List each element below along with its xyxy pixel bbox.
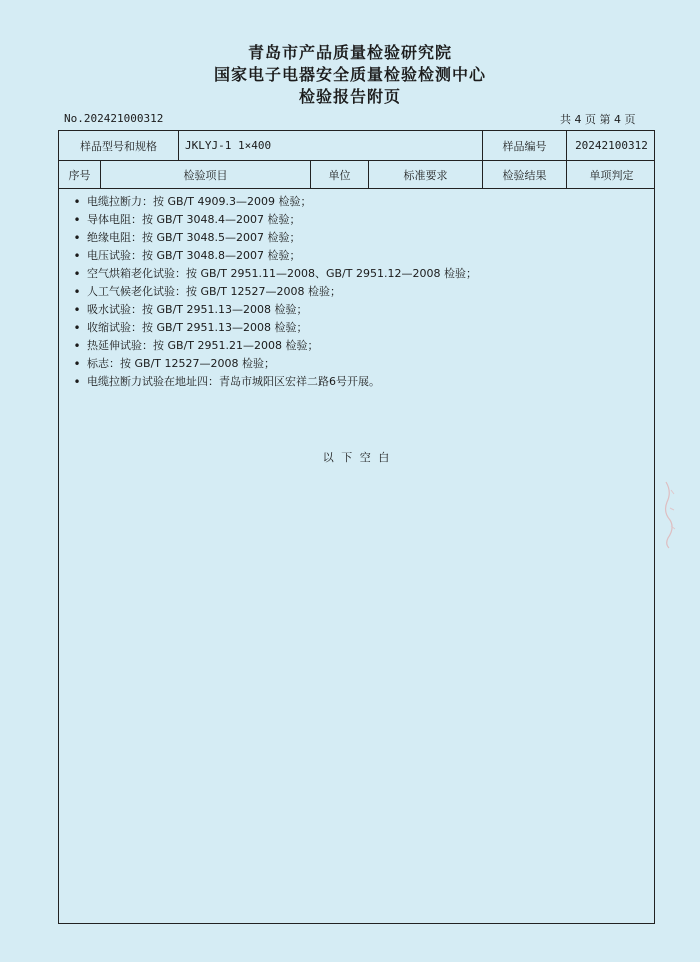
list-item: [67, 247, 647, 265]
column-standard: 标准要求: [369, 161, 483, 188]
report-table: [58, 130, 655, 924]
list-item: [67, 301, 647, 319]
list-item-text: 电缆拉断力：按 GB/T 4909.3—2009 检验；: [87, 195, 312, 208]
model-value: JKLYJ-1 1×400: [179, 131, 483, 160]
report-title-block: [0, 42, 700, 108]
bullet-icon: •: [73, 285, 81, 299]
sample-number-label: 样品编号: [483, 131, 567, 160]
model-label: 样品型号和规格: [59, 131, 179, 160]
list-item-text: 电压试验：按 GB/T 3048.8—2007 检验；: [87, 249, 301, 262]
column-seq: 序号: [59, 161, 101, 188]
list-item: [67, 319, 647, 337]
list-item: [67, 229, 647, 247]
list-item-text: 导体电阻：按 GB/T 3048.4—2007 检验；: [87, 213, 301, 226]
bullet-icon: •: [73, 321, 81, 335]
list-item-text: 电缆拉断力试验在地址四：青岛市城阳区宏祥二路6号开展。: [87, 375, 380, 388]
page-count: 共 4 页 第 4 页: [560, 113, 636, 126]
bullet-icon: •: [73, 195, 81, 209]
list-item: [67, 211, 647, 229]
list-item: [67, 355, 647, 373]
seal-edge-mark: [662, 480, 678, 550]
list-item-text: 人工气候老化试验：按 GB/T 12527—2008 检验；: [87, 285, 341, 298]
bullet-icon: •: [73, 267, 81, 281]
column-header-row: [59, 161, 654, 189]
bullet-icon: •: [73, 231, 81, 245]
end-of-content-mark: 以 下 空 白: [322, 451, 392, 464]
sample-number-value: 20242100312: [575, 139, 648, 152]
list-item-text: 空气烘箱老化试验：按 GB/T 2951.11—2008、GB/T 2951.12—2008 检验；: [87, 267, 477, 280]
list-item: [67, 193, 647, 211]
column-result: 检验结果: [483, 161, 567, 188]
list-item: [67, 265, 647, 283]
bullet-icon: •: [73, 375, 81, 389]
bullet-icon: •: [73, 303, 81, 317]
list-item: [67, 283, 647, 301]
list-item-text: 热延伸试验：按 GB/T 2951.21—2008 检验；: [87, 339, 319, 352]
list-item: [67, 373, 647, 391]
sample-info-row: [59, 131, 654, 161]
list-item: [67, 337, 647, 355]
column-judgment: 单项判定: [589, 168, 634, 182]
institute-name: 青岛市产品质量检验研究院: [247, 43, 452, 62]
page-title: 检验报告附页: [298, 87, 401, 106]
bullet-icon: •: [73, 339, 81, 353]
bullet-icon: •: [73, 213, 81, 227]
report-number: No.202421000312: [64, 112, 164, 125]
center-name: 国家电子电器安全质量检验检测中心: [213, 65, 486, 84]
bullet-icon: •: [73, 357, 81, 371]
bullet-icon: •: [73, 249, 81, 263]
column-unit: 单位: [311, 161, 369, 188]
list-item-text: 吸水试验：按 GB/T 2951.13—2008 检验；: [87, 303, 308, 316]
list-item-text: 绝缘电阻：按 GB/T 3048.5—2007 检验；: [87, 231, 301, 244]
list-item-text: 收缩试验：按 GB/T 2951.13—2008 检验；: [87, 321, 308, 334]
column-item: 检验项目: [101, 161, 311, 188]
inspection-method-list: [67, 193, 647, 464]
list-item-text: 标志：按 GB/T 12527—2008 检验；: [87, 357, 275, 370]
